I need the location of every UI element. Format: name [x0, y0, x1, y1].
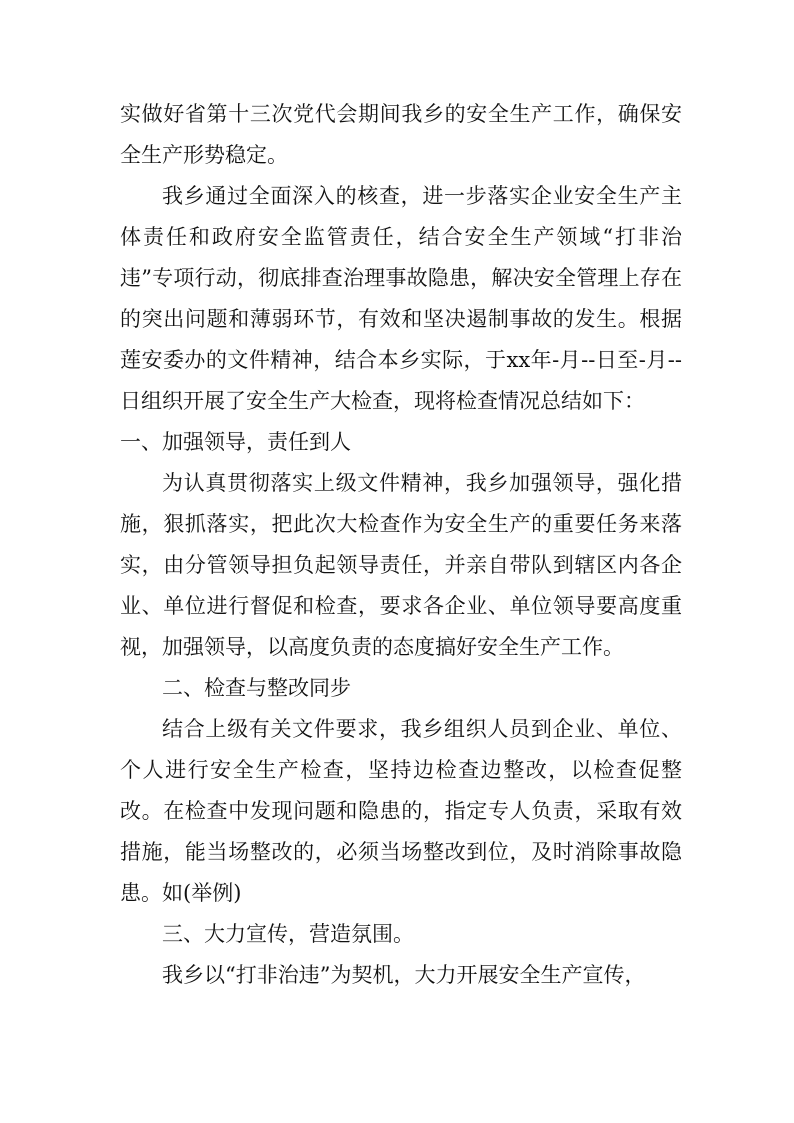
section-heading-publicity: 三、大力宣传，营造氛围。 [162, 922, 414, 946]
paragraph-inspection-rectification: 结合上级有关文件要求，我乡组织人员到企业、单位、个人进行安全生产检查，坚持边检查边整改，以检查促整改。在检查中发现问题和隐患的，指定专人负责，采取有效措施，能当场整改的，必须当场整改到位，及时消除事故隐患。如(举例) [120, 717, 682, 905]
paragraph-publicity: 我乡以“打非治违”为契机，大力开展安全生产宣传， [162, 963, 646, 987]
paragraph-leadership: 为认真贯彻落实上级文件精神，我乡加强领导，强化措施，狠抓落实，把此次大检查作为安全生产的重要任务来落实，由分管领导担负起领导责任，并亲自带队到辖区内各企业、单位进行督促和检查，要求各企业、单位领导要高度重视，加强领导，以高度负责的态度搞好安全生产工作。 [120, 471, 682, 659]
paragraph-intro-continuation: 实做好省第十三次党代会期间我乡的安全生产工作，确保安全生产形势稳定。 [120, 102, 682, 167]
section-heading-leadership: 一、加强领导，责任到人 [120, 430, 351, 454]
section-heading-inspection-rectification: 二、检查与整改同步 [162, 676, 351, 700]
document-body [120, 94, 682, 996]
paragraph-inspection-overview: 我乡通过全面深入的核查，进一步落实企业安全生产主体责任和政府安全监管责任，结合安全生产领域“打非治违”专项行动，彻底排查治理事故隐患，解决安全管理上存在的突出问题和薄弱环节，有效和坚决遏制事故的发生。根据莲安委办的文件精神，结合本乡实际，于xx年-月--日至-月--日组织开展了安全生产大检查，现将检查情况总结如下： [120, 184, 682, 413]
